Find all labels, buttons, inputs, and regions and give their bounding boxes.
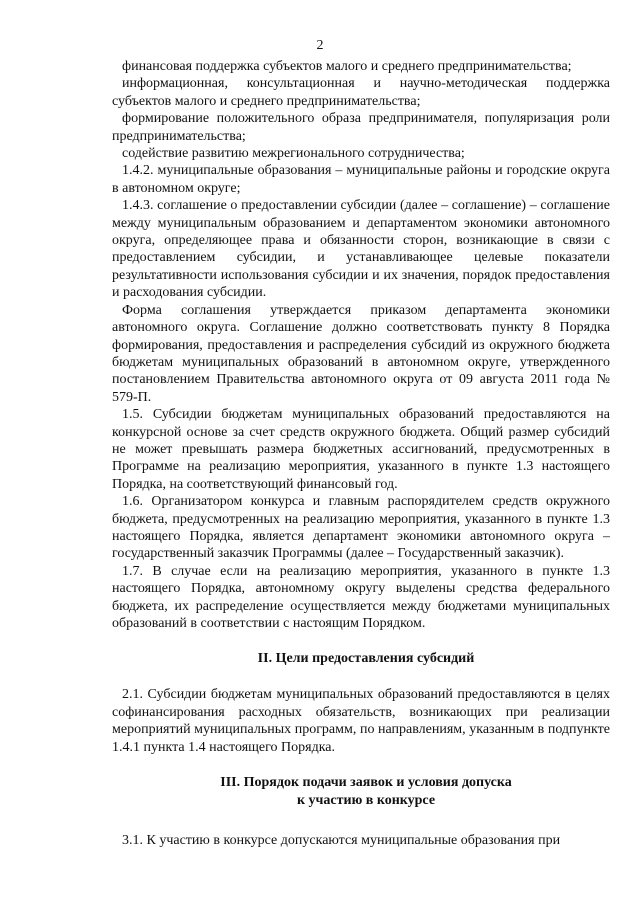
paragraph-1-4-2: 1.4.2. муниципальные образования – муниципальные районы и городские округа в автономном округе; (112, 163, 610, 196)
section-3-heading-line2: к участию в конкурсе (296, 793, 436, 809)
paragraph-info-support: информационная, консультационная и научно-методическая поддержка субъектов малого и среднего предпринимательства; (112, 76, 610, 109)
page-number: 2 (316, 38, 324, 53)
paragraph-1-7: 1.7. В случае если на реализацию мероприятия, указанного в пункте 1.3 настоящего Порядка, автономному округу выделены средства федерального бюджета, их распределение осуществляется между бюджетами муниципальных образований в соответствии с настоящим Порядком. (112, 563, 610, 631)
section-2-heading: II. Цели предоставления субсидий (257, 651, 475, 667)
paragraph-2-1: 2.1. Субсидии бюджетам муниципальных образований предоставляются в целях софинансирования расходных обязательств, возникающих при реализации мероприятий муниципальных программ, по направлениям, указанным в подпункте 1.4.1 пункта 1.4 настоящего Порядка. (112, 687, 610, 755)
paragraph-agreement-form: Форма соглашения утверждается приказом департамента экономики автономного округа. Соглашение должно соответствовать пункту 8 Порядка формирования, предоставления и распределения субсидий из окружного бюджета бюджетам муниципальных образований в автономном округе, утвержденного постановлением Правительства автономного округа от 09 августа 2011 года № 579-П. (112, 302, 610, 405)
document-body (112, 58, 610, 849)
paragraph-positive-image: формирование положительного образа предпринимателя, популяризация роли предпринимательства; (112, 111, 610, 144)
paragraph-3-1: 3.1. К участию в конкурсе допускаются муниципальные образования при (122, 833, 561, 849)
paragraph-1-6: 1.6. Организатором конкурса и главным распорядителем средств окружного бюджета, предусмотренных на реализацию мероприятия, указанного в пункте 1.3 настоящего Порядка, является департамент экономики автономного округа – государственный заказчик Программы (далее – Государственный заказчик). (112, 494, 610, 562)
paragraph-1-4-3: 1.4.3. соглашение о предоставлении субсидии (далее – соглашение) – соглашение между муниципальным образованием и департаментом экономики автономного округа, определяющее права и обязанности сторон, возникающие в связи с предоставлением субсидии, и устанавливающее целевые показатели результативности использования субсидии и их значения, порядок предоставления и расходования субсидии. (112, 198, 610, 301)
paragraph-1-5: 1.5. Субсидии бюджетам муниципальных образований предоставляются на конкурсной основе за счет средств окружного бюджета. Общий размер субсидий не может превышать размера бюджетных ассигнований, предусмотренных в Программе на реализацию мероприятия, указанного в пункте 1.3 настоящего Порядка, на соответствующий финансовый год. (112, 407, 610, 492)
paragraph-interregional: содействие развитию межрегионального сотрудничества; (122, 146, 465, 162)
section-3-heading-line1: III. Порядок подачи заявок и условия допуска (220, 775, 512, 791)
paragraph-financial-support: финансовая поддержка субъектов малого и среднего предпринимательства; (122, 59, 572, 74)
